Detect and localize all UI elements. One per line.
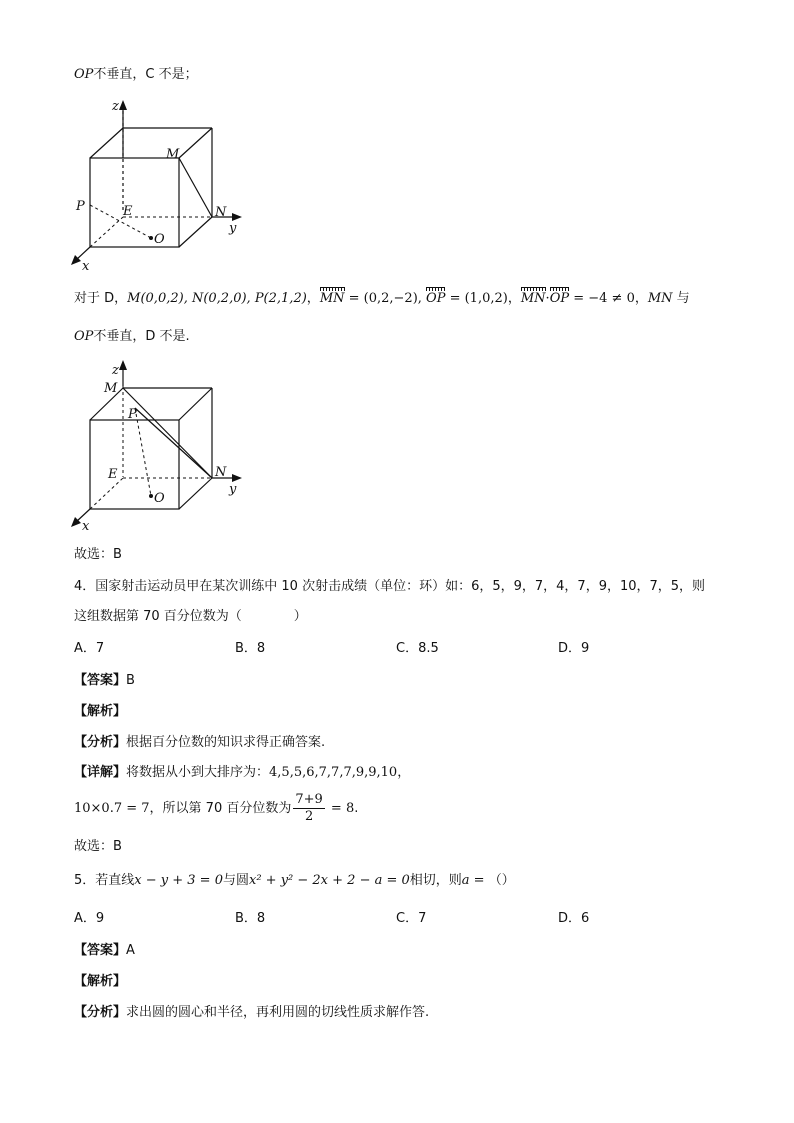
op-symbol: OP (74, 329, 94, 344)
sorted-data: 4,5,5,6,7,7,7,9,9,10 (269, 765, 398, 780)
c-conclusion-text: 不垂直，C 不是； (93, 67, 198, 82)
vector-mn: MN (319, 291, 345, 306)
z-axis-label: z (112, 363, 119, 378)
d-tail: 与 (672, 291, 690, 306)
op-symbol: OP (74, 67, 94, 82)
fenxi-text: 求出圆的圆心和半径，再利用圆的切线性质求解作答. (126, 1005, 430, 1020)
dot-operator: · (545, 291, 550, 306)
mn-symbol: MN (647, 291, 673, 306)
d-conclusion-text: 不垂直，D 不是. (93, 329, 190, 344)
q4-calculation (74, 792, 358, 826)
q5-analysis-tag: 【解析】 (74, 974, 127, 989)
text-line-c-conclusion (74, 66, 198, 84)
cube-figure-2 (66, 358, 256, 538)
xiangjie-text: 将数据从小到大排序为： (126, 765, 270, 780)
y-axis-label: y (229, 221, 237, 236)
point-o-label: O (154, 491, 165, 506)
dot-vector-op: OP (549, 291, 570, 306)
line-equation: x − y + 3 = 0 (134, 873, 223, 888)
point-o-label: O (154, 232, 165, 247)
point-n-label: N (215, 465, 227, 480)
z-axis-label: z (112, 99, 119, 114)
select-answer-1: 故选：B (74, 547, 122, 562)
d-points: M(0,0,2), N(0,2,0), P(2,1,2) (127, 291, 307, 306)
q5-prefix: 5．若直线 (74, 873, 135, 888)
separator: ， (397, 765, 411, 780)
fraction-numerator: 7+9 (295, 792, 323, 807)
q4-stem-line1: 4．国家射击运动员甲在某次训练中 10 次射击成绩（单位：环）如：6，5，9，7，4，7，9，10，7，5，则 (74, 579, 706, 594)
q5-mid: 与圆 (222, 873, 249, 888)
select-answer-2: 故选：B (74, 839, 122, 854)
a-equals: a = (461, 873, 489, 888)
x-axis-label: x (82, 259, 90, 274)
calc-expression: 10×0.7 = 7 (74, 801, 150, 816)
separator: ， (507, 291, 521, 306)
vector-mn-value: = (0,2,−2), (344, 291, 427, 306)
q5-option-c: C．7 (396, 911, 427, 926)
point-p-label: P (128, 407, 137, 422)
point-e-label: E (123, 204, 133, 219)
point-p-label: P (76, 199, 85, 214)
y-axis-label: y (229, 482, 237, 497)
q5-option-b: B．8 (235, 911, 266, 926)
fraction (293, 792, 324, 825)
q5-fenxi (74, 1004, 429, 1022)
text-line-d-analysis (74, 290, 690, 308)
vector-op-value: = (1,0,2) (445, 291, 508, 306)
q4-analysis-tag: 【解析】 (74, 704, 127, 719)
q4-answer (74, 672, 135, 690)
q5-option-a: A．9 (74, 911, 105, 926)
answer-tag: 【答案】 (74, 673, 127, 688)
dot-vector-mn: MN (520, 291, 546, 306)
d-prefix: 对于 D， (74, 291, 128, 306)
q5-stem (74, 872, 515, 890)
q4-stem-line2: 这组数据第 70 百分位数为（ ） (74, 609, 307, 624)
q4-option-d: D．9 (558, 641, 590, 656)
q4-xiangjie (74, 764, 410, 782)
fenxi-tag: 【分析】 (74, 735, 127, 750)
dot-product-value: = −4 ≠ 0 (569, 291, 635, 306)
fenxi-tag: 【分析】 (74, 1005, 127, 1020)
x-axis-label: x (82, 519, 90, 534)
separator: ， (634, 291, 648, 306)
point-n-label: N (215, 205, 227, 220)
q4-option-a: A．7 (74, 641, 105, 656)
separator: ， (306, 291, 320, 306)
answer-tag: 【答案】 (74, 943, 127, 958)
fraction-result: = 8 (326, 801, 355, 816)
point-e-label: E (108, 467, 118, 482)
q5-option-d: D．6 (558, 911, 590, 926)
circle-equation: x² + y² − 2x + 2 − a = 0 (249, 873, 410, 888)
text-line-d-conclusion (74, 328, 190, 346)
answer-value: B (126, 673, 135, 688)
period: . (354, 801, 359, 816)
q4-option-c: C．8.5 (396, 641, 439, 656)
q4-option-b: B．8 (235, 641, 266, 656)
q4-fenxi (74, 734, 325, 752)
fraction-denominator: 2 (304, 809, 314, 824)
q5-paren: （） (488, 873, 515, 888)
point-m-label: M (104, 381, 118, 396)
calc-text: ，所以第 70 百分位数为 (149, 801, 292, 816)
q5-answer (74, 942, 135, 960)
cube-figure-1 (66, 98, 256, 278)
xiangjie-tag: 【详解】 (74, 765, 127, 780)
q5-tail: 相切，则 (409, 873, 462, 888)
fenxi-text: 根据百分位数的知识求得正确答案. (126, 735, 326, 750)
answer-value: A (126, 943, 135, 958)
vector-op: OP (426, 291, 446, 306)
point-m-label: M (166, 147, 180, 162)
